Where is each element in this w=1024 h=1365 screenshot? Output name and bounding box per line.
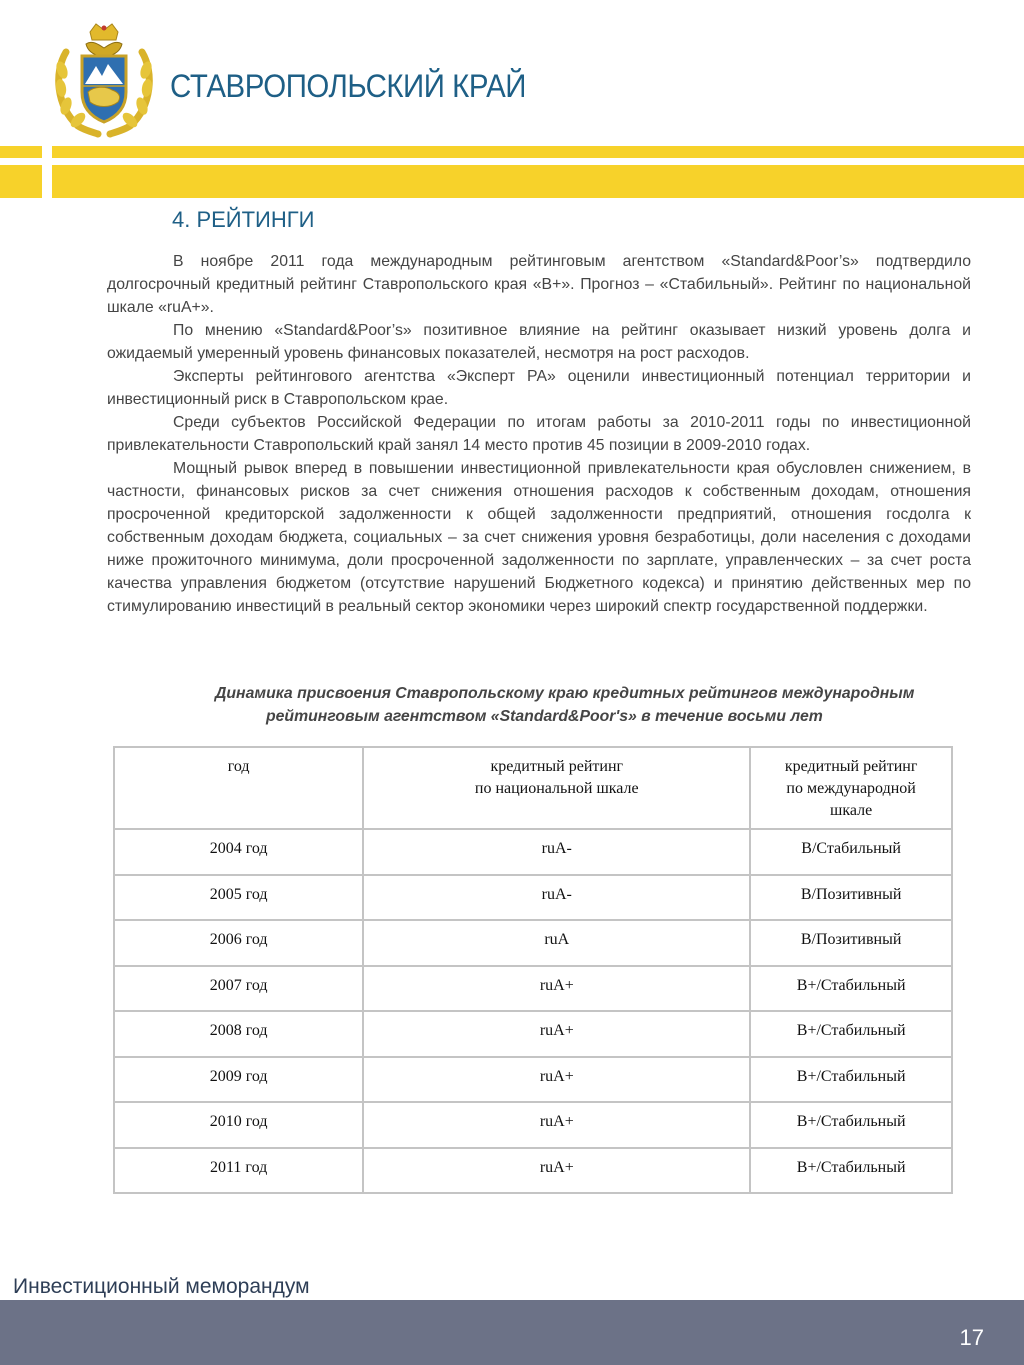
table-row — [114, 875, 952, 921]
table-row — [114, 1057, 952, 1103]
cell-year: 2009 год — [114, 1057, 363, 1103]
cell-year: 2008 год — [114, 1011, 363, 1057]
paragraph: Эксперты рейтингового агентства «Эксперт РА» оценили инвестиционный потенциал территории и инвестиционный риск в Ставропольском крае. — [107, 368, 971, 408]
cell-national-rating: ruA+ — [363, 1148, 750, 1194]
region-title: СТАВРОПОЛЬСКИЙ КРАЙ — [170, 68, 526, 104]
header-band-vertical-line — [42, 146, 52, 198]
memo-title: Инвестиционный меморандум — [13, 1275, 310, 1298]
cell-year: 2010 год — [114, 1102, 363, 1148]
table-caption-line: Динамика присвоения Ставропольскому краю кредитных рейтингов международным — [215, 685, 915, 702]
paragraph: Среди субъектов Российской Федерации по итогам работы за 2010-2011 годы по инвестиционной привлекательности Ставропольский край занял 14 место против 45 позиции в 2009-2010 годах. — [107, 414, 971, 454]
header-band — [0, 146, 1024, 198]
header-year: год — [114, 747, 363, 829]
cell-year: 2007 год — [114, 966, 363, 1012]
cell-international-rating: В+/Стабильный — [750, 1102, 952, 1148]
table-row — [114, 966, 952, 1012]
cell-international-rating: В/Стабильный — [750, 829, 952, 875]
cell-international-rating: В/Позитивный — [750, 875, 952, 921]
table-row — [114, 1102, 952, 1148]
cell-year: 2011 год — [114, 1148, 363, 1194]
cell-national-rating: ruA+ — [363, 1057, 750, 1103]
paragraph: По мнению «Standard&Poor’s» позитивное влияние на рейтинг оказывает низкий уровень долга и ожидаемый умеренный уровень финансовых показателей, несмотря на рост расходов. — [107, 322, 971, 362]
cell-international-rating: В+/Стабильный — [750, 966, 952, 1012]
table-caption — [107, 682, 1024, 728]
table-row — [114, 1148, 952, 1194]
cell-national-rating: ruA- — [363, 829, 750, 875]
table-caption-line: рейтинговым агентством «Standard&Poor's» в течение восьми лет — [266, 708, 823, 725]
cell-year: 2006 год — [114, 920, 363, 966]
header-national-rating: кредитный рейтинг по национальной шкале — [363, 747, 750, 829]
cell-year: 2005 год — [114, 875, 363, 921]
table-header-row — [114, 747, 952, 829]
header-band-line — [0, 158, 1024, 165]
cell-national-rating: ruA — [363, 920, 750, 966]
page-number: 17 — [959, 1325, 984, 1350]
cell-national-rating: ruA+ — [363, 966, 750, 1012]
cell-international-rating: В+/Стабильный — [750, 1057, 952, 1103]
cell-international-rating: В/Позитивный — [750, 920, 952, 966]
cell-international-rating: В+/Стабильный — [750, 1011, 952, 1057]
table-row — [114, 829, 952, 875]
body-text — [107, 250, 971, 618]
paragraph: В ноябре 2011 года международным рейтинговым агентством «Standard&Poor’s» подтвердило долгосрочный кредитный рейтинг Ставропольского края «В+». Прогноз – «Стабильный». Рейтинг по национальной шкале «ruA+». — [107, 253, 971, 316]
table-row — [114, 920, 952, 966]
cell-national-rating: ruA+ — [363, 1102, 750, 1148]
coat-of-arms-emblem — [52, 22, 156, 138]
header-international-rating: кредитный рейтинг по международной шкале — [750, 747, 952, 829]
cell-national-rating: ruA+ — [363, 1011, 750, 1057]
table-row — [114, 1011, 952, 1057]
cell-national-rating: ruA- — [363, 875, 750, 921]
paragraph: Мощный рывок вперед в повышении инвестиционной привлекательности края обусловлен снижением, в частности, финансовых рисков за счет снижения отношения расходов к собственным доходам, отношения просроченной кредиторской задолженности к общей задолженности предприятий, отношения госдолга к собственным доходам бюджета, социальных – за счет снижения уровня безработицы, доли населения с доходами ниже прожиточного минимума, доли просроченной задолженности по зарплате, управленческих – за счет роста качества управления бюджетом (отсутствие нарушений Бюджетного кодекса) и принятию действенных мер по стимулированию инвестиций в реальный сектор экономики через широкий спектр государственной поддержки. — [107, 460, 971, 615]
cell-year: 2004 год — [114, 829, 363, 875]
ratings-table — [113, 746, 953, 1194]
section-title: 4. РЕЙТИНГИ — [172, 207, 315, 232]
cell-international-rating: В+/Стабильный — [750, 1148, 952, 1194]
footer-bar — [0, 1300, 1024, 1365]
